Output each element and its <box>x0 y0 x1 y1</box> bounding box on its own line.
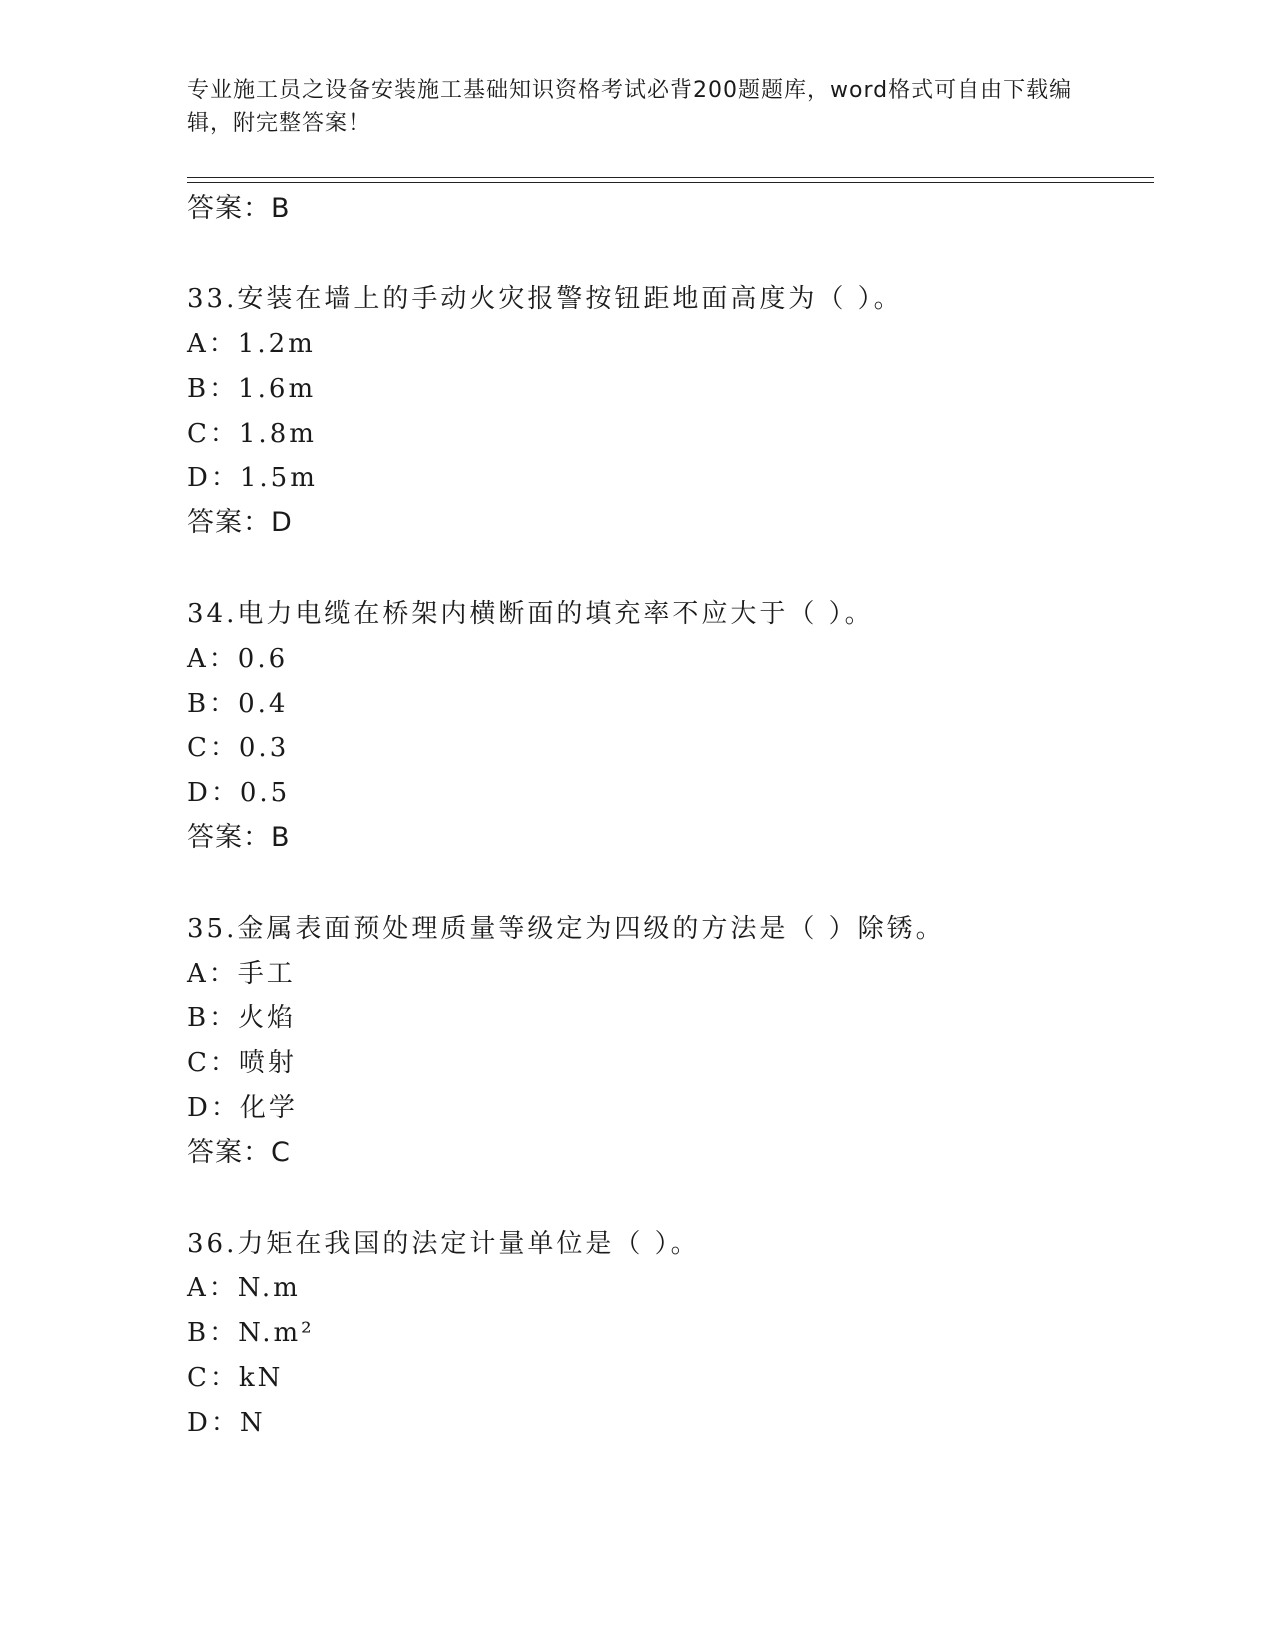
option-d: D：N <box>187 1408 266 1438</box>
option-c: C：喷射 <box>187 1048 297 1078</box>
option-a: A：手工 <box>187 959 296 989</box>
answer-label: 答案：B <box>187 193 291 224</box>
answer-label: 答案：D <box>187 507 293 538</box>
question-stem: 34.电力电缆在桥架内横断面的填充率不应大于（ ）。 <box>187 599 874 629</box>
option-d: D：0.5 <box>187 778 291 808</box>
option-c: C：kN <box>187 1363 284 1393</box>
header-rule-top <box>187 177 1154 178</box>
option-c: C：0.3 <box>187 733 290 763</box>
option-b: B：N.m² <box>187 1318 315 1348</box>
question-stem: 36.力矩在我国的法定计量单位是（ ）。 <box>187 1229 700 1259</box>
option-b: B：火焰 <box>187 1003 297 1033</box>
question-stem: 35.金属表面预处理质量等级定为四级的方法是（ ）除锈。 <box>187 914 945 944</box>
option-d: D：化学 <box>187 1093 298 1123</box>
question-stem: 33.安装在墙上的手动火灾报警按钮距地面高度为（ ）。 <box>187 284 903 314</box>
option-a: A：1.2m <box>187 329 316 359</box>
document-header: 专业施工员之设备安装施工基础知识资格考试必背200题题库，word格式可自由下载编辑，附完整答案！ <box>187 78 1073 136</box>
option-b: B：1.6m <box>187 374 317 404</box>
option-c: C：1.8m <box>187 419 317 449</box>
option-d: D：1.5m <box>187 463 318 493</box>
header-rule-bottom <box>187 182 1154 183</box>
answer-label: 答案：B <box>187 822 291 853</box>
option-b: B：0.4 <box>187 689 289 719</box>
answer-label: 答案：C <box>187 1137 291 1168</box>
option-a: A：N.m <box>187 1273 301 1303</box>
option-a: A：0.6 <box>187 644 289 674</box>
